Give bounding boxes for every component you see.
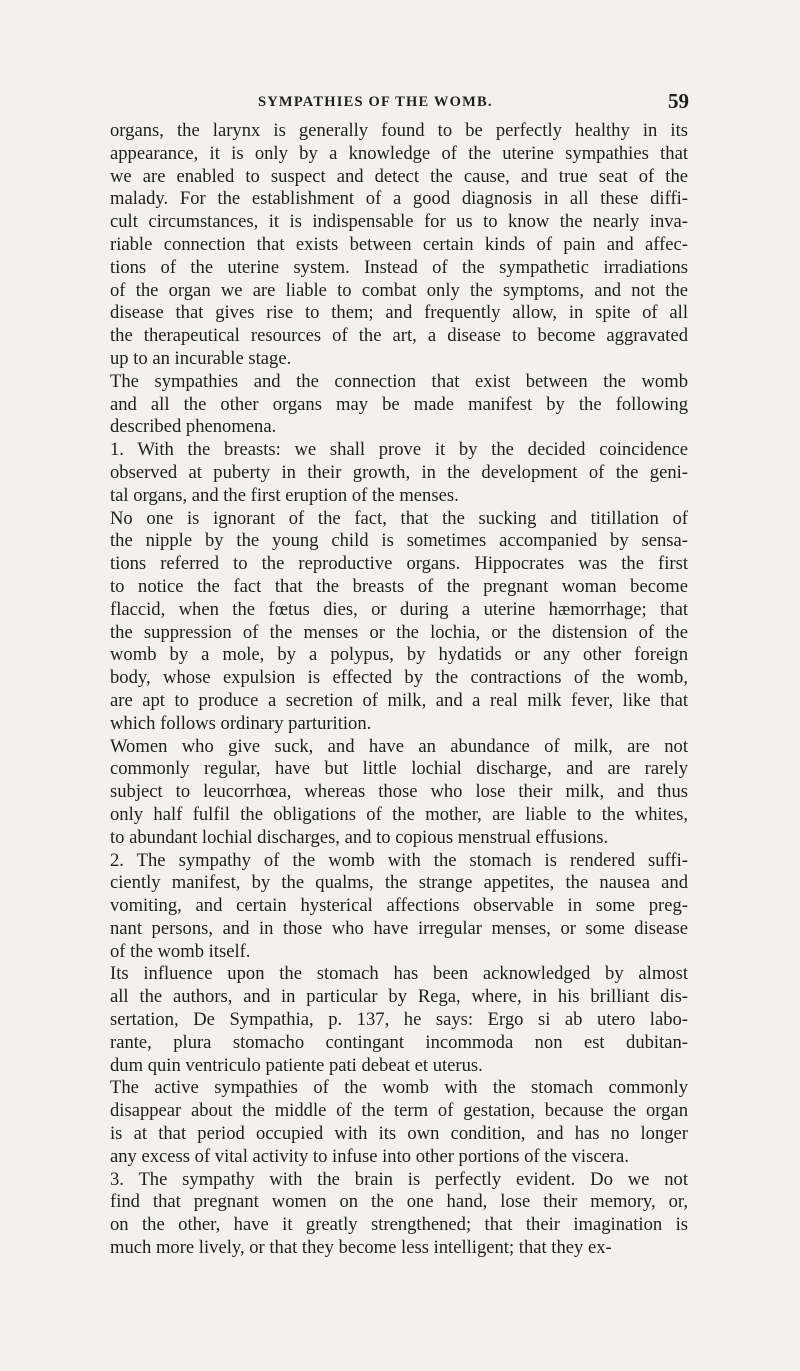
text-line: No one is ignorant of the fact, that the sucking and titillation of xyxy=(110,507,688,529)
text-line: the suppression of the menses or the lochia, or the distension of the xyxy=(110,621,688,643)
text-line: dum quin ventriculo patiente pati debeat et uterus. xyxy=(110,1054,483,1076)
text-line: nant persons, and in those who have irregular menses, or some disease xyxy=(110,917,688,939)
text-line: the therapeutical resources of the art, a disease to become aggravated xyxy=(110,325,688,347)
text-line: organs, the larynx is generally found to be perfectly healthy in its xyxy=(110,120,688,141)
text-line: and all the other organs may be made manifest by the following xyxy=(110,393,688,415)
text-line: up to an incurable stage. xyxy=(110,347,292,369)
text-line: observed at puberty in their growth, in the development of the geni- xyxy=(110,461,688,483)
text-line: on the other, have it greatly strengthened; that their imagination is xyxy=(110,1214,688,1236)
text-line: Women who give suck, and have an abundance of milk, are not xyxy=(110,735,688,757)
body-text xyxy=(110,120,688,1260)
text-line: 2. The sympathy of the womb with the stomach is rendered suffi- xyxy=(110,849,688,871)
running-head xyxy=(258,89,689,116)
text-line: commonly regular, have but little lochial discharge, and are rarely xyxy=(110,758,688,780)
text-line: Its influence upon the stomach has been acknowledged by almost xyxy=(110,963,688,985)
text-line: all the authors, and in particular by Rega, where, in his brilliant dis- xyxy=(110,986,688,1008)
running-head-title: SYMPATHIES OF THE WOMB. xyxy=(258,94,493,110)
text-line: 3. The sympathy with the brain is perfectly evident. Do we not xyxy=(110,1168,688,1190)
text-line: disease that gives rise to them; and frequently allow, in spite of all xyxy=(110,302,688,324)
text-line: appearance, it is only by a knowledge of the uterine sympathies that xyxy=(110,142,688,164)
text-line: tions of the uterine system. Instead of the sympathetic irradiations xyxy=(110,256,688,278)
text-line: are apt to produce a secretion of milk, and a real milk fever, like that xyxy=(110,689,688,711)
text-line: any excess of vital activity to infuse into other portions of the viscera. xyxy=(110,1145,629,1167)
text-line: the nipple by the young child is sometimes accompanied by sensa- xyxy=(110,530,688,552)
text-line: vomiting, and certain hysterical affections observable in some preg- xyxy=(110,895,688,917)
text-line: of the womb itself. xyxy=(110,940,251,962)
text-line: tions referred to the reproductive organs. Hippocrates was the first xyxy=(110,553,688,575)
text-line: disappear about the middle of the term of gestation, because the organ xyxy=(110,1100,688,1122)
text-line: to notice the fact that the breasts of the pregnant woman become xyxy=(110,575,688,597)
text-line: body, whose expulsion is effected by the contractions of the womb, xyxy=(110,667,688,689)
text-line: sertation, De Sympathia, p. 137, he says: Ergo si ab utero labo- xyxy=(110,1009,688,1031)
text-line: described phenomena. xyxy=(110,416,277,438)
text-line: is at that period occupied with its own condition, and has no longer xyxy=(110,1123,688,1145)
text-line: only half fulfil the obligations of the mother, are liable to the whites, xyxy=(110,803,688,825)
text-line: flaccid, when the fœtus dies, or during a uterine hæmorrhage; that xyxy=(110,598,688,620)
text-line: The active sympathies of the womb with the stomach commonly xyxy=(110,1077,688,1099)
text-line: to abundant lochial discharges, and to copious menstrual effusions. xyxy=(110,826,609,848)
page-number: 59 xyxy=(668,89,689,113)
text-line: of the organ we are liable to combat only the symptoms, and not the xyxy=(110,279,688,301)
text-line: which follows ordinary parturition. xyxy=(110,712,372,734)
text-line: ciently manifest, by the qualms, the strange appetites, the nausea and xyxy=(110,872,688,894)
text-line: riable connection that exists between certain kinds of pain and affec- xyxy=(110,233,688,255)
text-line: tal organs, and the first eruption of the menses. xyxy=(110,484,459,506)
text-line: cult circumstances, it is indispensable for us to know the nearly inva- xyxy=(110,211,688,233)
text-line: womb by a mole, by a polypus, by hydatids or any other foreign xyxy=(110,644,688,666)
text-line: much more lively, or that they become less intelligent; that they ex- xyxy=(110,1237,612,1259)
text-line: 1. With the breasts: we shall prove it by the decided coincidence xyxy=(110,439,688,461)
text-line: rante, plura stomacho contingant incommoda non est dubitan- xyxy=(110,1031,688,1053)
text-line: subject to leucorrhœa, whereas those who lose their milk, and thus xyxy=(110,781,688,803)
text-line: malady. For the establishment of a good diagnosis in all these diffi- xyxy=(110,188,688,210)
text-line: find that pregnant women on the one hand, lose their memory, or, xyxy=(110,1191,688,1213)
text-line: we are enabled to suspect and detect the cause, and true seat of the xyxy=(110,165,688,187)
text-line: The sympathies and the connection that exist between the womb xyxy=(110,370,688,392)
